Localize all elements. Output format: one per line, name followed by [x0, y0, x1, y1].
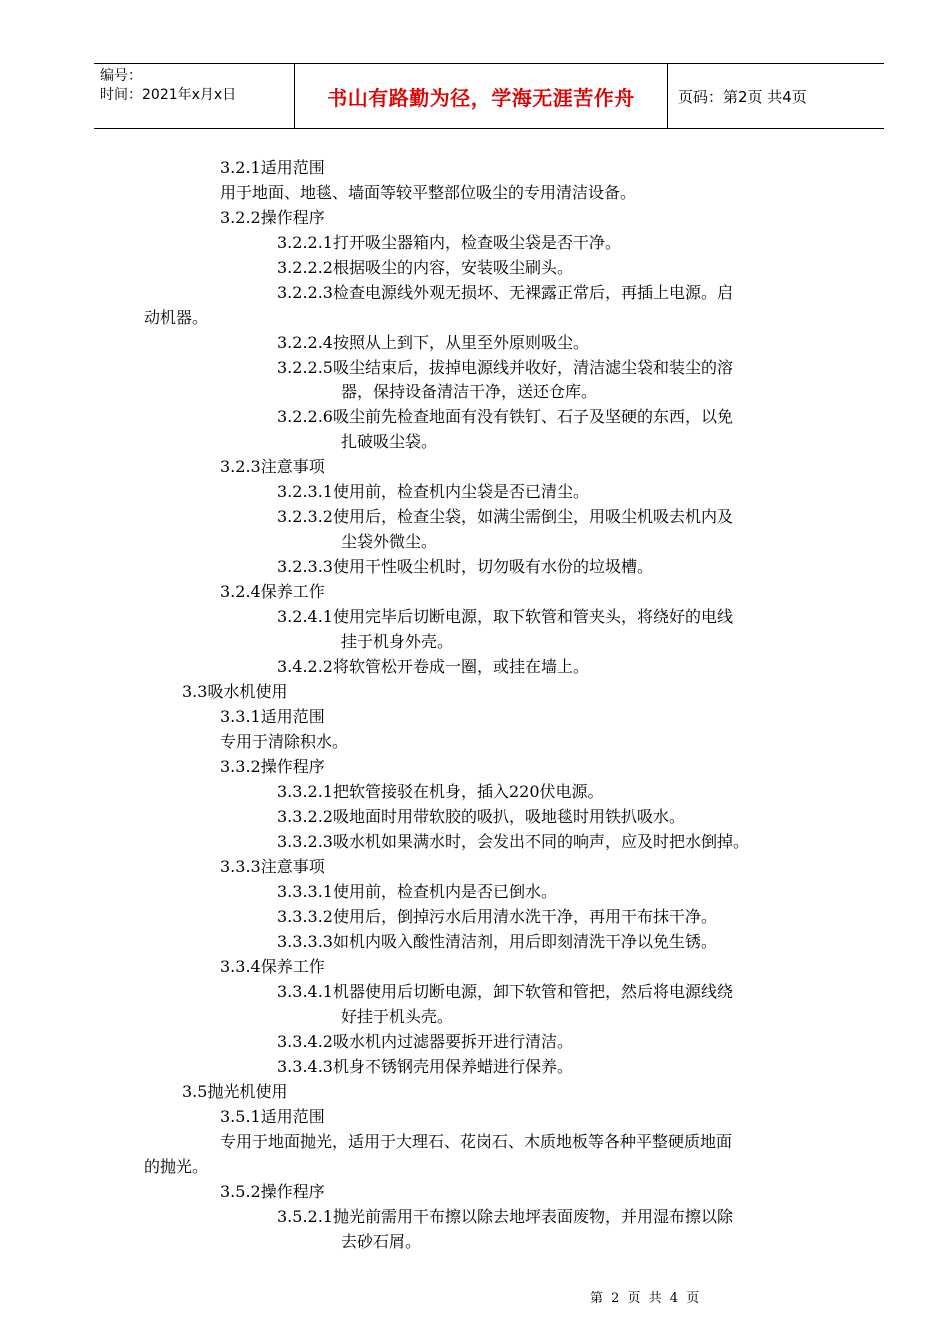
- list-item: 3.2.2.4按照从上到下，从里至外原则吸尘。: [277, 333, 589, 352]
- list-item: 3.2.2.6吸尘前先检查地面有没有铁钉、石子及坚硬的东西，以免: [277, 407, 733, 426]
- heading-3-3-2: 3.3.2操作程序: [220, 757, 325, 776]
- list-item: 3.3.2.3吸水机如果满水时，会发出不同的响声，应及时把水倒掉。: [277, 832, 749, 851]
- list-item: 3.3.4.1机器使用后切断电源，卸下软管和管把，然后将电源线绕: [277, 982, 733, 1001]
- paragraph-continuation: 的抛光。: [144, 1157, 209, 1176]
- heading-3-2-4: 3.2.4保养工作: [220, 582, 325, 601]
- heading-3-2-1: 3.2.1适用范围: [220, 158, 325, 177]
- list-item: 3.5.2.1抛光前需用干布擦以除去地坪表面废物，并用湿布擦以除: [277, 1207, 733, 1226]
- list-item: 3.2.2.5吸尘结束后，拔掉电源线并收好，清洁滤尘袋和装尘的溶: [277, 358, 733, 377]
- list-item: 3.3.3.1使用前，检查机内是否已倒水。: [277, 882, 557, 901]
- heading-3-3-3: 3.3.3注意事项: [220, 857, 325, 876]
- document-time-label: 时间：2021年x月x日: [100, 87, 237, 103]
- heading-3-5-2: 3.5.2操作程序: [220, 1182, 325, 1201]
- paragraph: 专用于地面抛光，适用于大理石、花岗石、木质地板等各种平整硬质地面: [220, 1132, 733, 1151]
- paragraph: 专用于清除积水。: [220, 732, 349, 751]
- list-item-continuation: 器，保持设备清洁干净，送还仓库。: [341, 382, 598, 401]
- list-item-continuation: 挂于机身外壳。: [341, 632, 454, 651]
- list-item: 3.2.2.3检查电源线外观无损坏、无裸露正常后，再插上电源。启: [277, 283, 733, 302]
- heading-3-3: 3.3吸水机使用: [182, 682, 288, 701]
- list-item-continuation: 去砂石屑。: [341, 1232, 422, 1251]
- list-item: 3.3.4.3机身不锈钢壳用保养蜡进行保养。: [277, 1057, 573, 1076]
- heading-3-5: 3.5抛光机使用: [182, 1082, 288, 1101]
- list-item: 3.4.2.2将软管松开卷成一圈，或挂在墙上。: [277, 657, 589, 676]
- list-item: 3.3.3.2使用后，倒掉污水后用清水洗干净，再用干布抹干净。: [277, 907, 717, 926]
- motto-text: 书山有路勤为径，学海无涯苦作舟: [327, 85, 635, 110]
- header-motto: [295, 64, 668, 128]
- list-item-continuation: 动机器。: [144, 308, 209, 327]
- list-item: 3.3.2.1把软管接驳在机身，插入220伏电源。: [277, 782, 604, 801]
- header-page-info: [668, 64, 884, 128]
- list-item: 3.2.3.3使用干性吸尘机时，切勿吸有水份的垃圾槽。: [277, 557, 653, 576]
- heading-3-5-1: 3.5.1适用范围: [220, 1107, 325, 1126]
- list-item: 3.3.2.2吸地面时用带软胶的吸扒，吸地毯时用铁扒吸水。: [277, 807, 685, 826]
- page-number-label: 页码：第2页 共4页: [678, 87, 807, 106]
- list-item: 3.3.3.3如机内吸入酸性清洁剂，用后即刻清洗干净以免生锈。: [277, 932, 717, 951]
- list-item-continuation: 扎破吸尘袋。: [341, 432, 438, 451]
- page-footer: 第 2 页 共 4 页: [590, 1291, 702, 1306]
- list-item: 3.2.3.2使用后，检查尘袋，如满尘需倒尘，用吸尘机吸去机内及: [277, 507, 733, 526]
- list-item: 3.2.2.1打开吸尘器箱内，检查吸尘袋是否干净。: [277, 233, 621, 252]
- heading-3-3-4: 3.3.4保养工作: [220, 957, 325, 976]
- page-header: [94, 63, 884, 129]
- list-item: 3.2.3.1使用前，检查机内尘袋是否已清尘。: [277, 482, 589, 501]
- document-number-label: 编号：: [100, 68, 142, 84]
- header-meta: [94, 64, 295, 128]
- heading-3-2-2: 3.2.2操作程序: [220, 208, 325, 227]
- paragraph: 用于地面、地毯、墙面等较平整部位吸尘的专用清洁设备。: [220, 183, 637, 202]
- list-item: 3.3.4.2吸水机内过滤器要拆开进行清洁。: [277, 1032, 573, 1051]
- list-item: 3.2.2.2根据吸尘的内容，安装吸尘刷头。: [277, 258, 573, 277]
- heading-3-3-1: 3.3.1适用范围: [220, 707, 325, 726]
- list-item-continuation: 尘袋外微尘。: [341, 532, 438, 551]
- heading-3-2-3: 3.2.3注意事项: [220, 457, 325, 476]
- list-item: 3.2.4.1使用完毕后切断电源，取下软管和管夹头，将绕好的电线: [277, 607, 733, 626]
- list-item-continuation: 好挂于机头壳。: [341, 1007, 454, 1026]
